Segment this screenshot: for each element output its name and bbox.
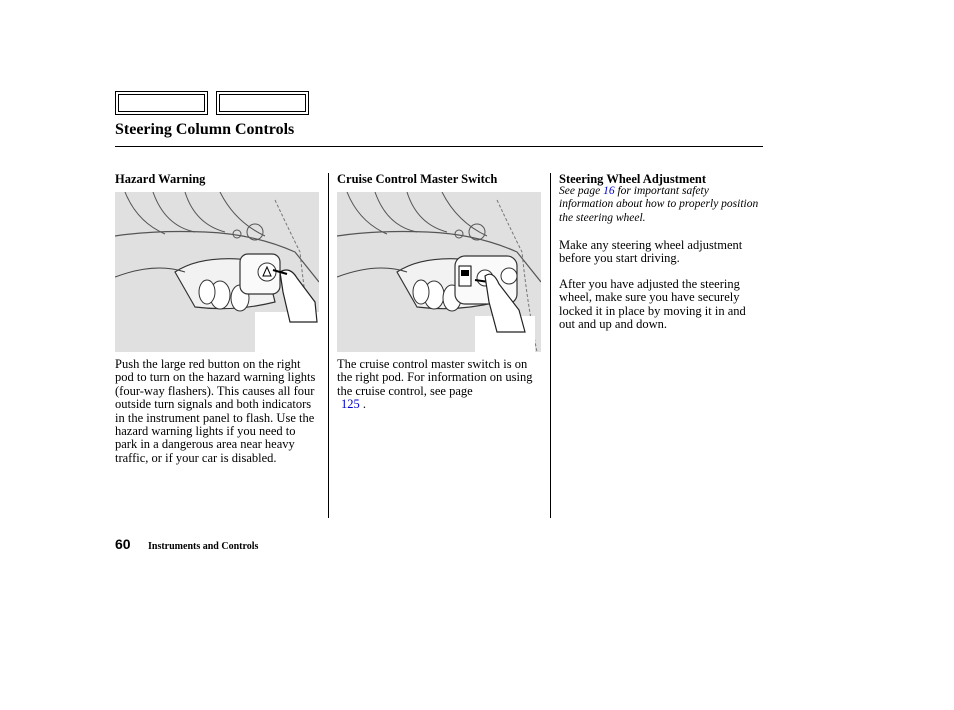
- adjustment-paragraph-1: Make any steering wheel adjustment before you start driving.: [559, 238, 743, 266]
- cruise-control-period: .: [362, 397, 366, 412]
- page-125-link[interactable]: 125: [341, 397, 360, 412]
- title-divider: [115, 146, 763, 147]
- previous-page-button[interactable]: [115, 91, 208, 115]
- cruise-control-text: [337, 358, 542, 412]
- hazard-warning-text: Push the large red button on the right pod to turn on the hazard warning lights (four-way flashers). This causes all four outside turn signals and both indicators in the instrument panel to flash. Use the hazard warning lights if you need to park in a dangerous area near heavy traffic, or if your car is disabled.: [115, 357, 316, 465]
- column-divider-2: [550, 173, 551, 518]
- next-page-button[interactable]: [216, 91, 309, 115]
- column-divider-1: [328, 173, 329, 518]
- cruise-control-heading: Cruise Control Master Switch: [337, 172, 498, 186]
- safety-note-text: for important safety information about how to properly position the steering wheel.: [559, 185, 759, 224]
- page-title: Steering Column Controls: [115, 121, 295, 138]
- footer-section-title: Instruments and Controls: [148, 541, 259, 552]
- steering-wheel-heading: Steering Wheel Adjustment: [559, 172, 706, 186]
- safety-note: [559, 185, 759, 225]
- page-number: 60: [115, 536, 131, 552]
- hazard-warning-heading: Hazard Warning: [115, 172, 206, 186]
- page-16-link[interactable]: 16: [603, 185, 615, 197]
- cruise-control-body: The cruise control master switch is on the right pod. For information on using the cruise control, see page: [337, 357, 533, 398]
- safety-note-prefix: See page: [559, 185, 601, 197]
- cruise-switch-illustration: [337, 192, 541, 352]
- adjustment-paragraph-2: After you have adjusted the steering wheel, make sure you have securely locked it in place by moving it in and out and up and down.: [559, 277, 746, 332]
- hazard-button-illustration: [115, 192, 319, 352]
